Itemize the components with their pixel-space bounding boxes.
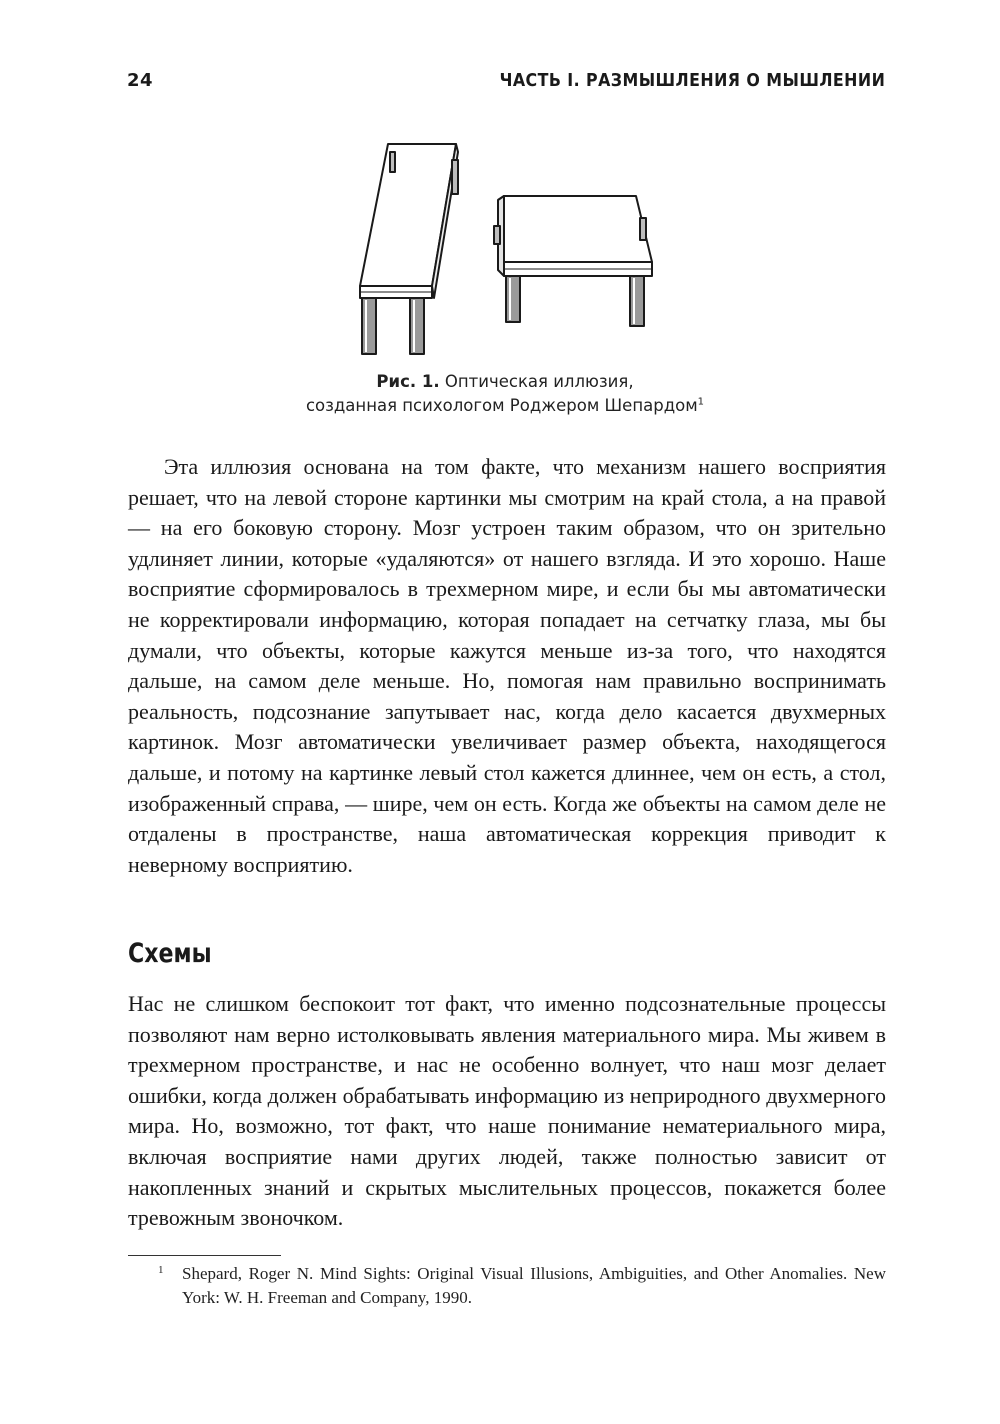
footnote-reference: 1 — [697, 396, 705, 408]
caption-text-2: созданная психологом Роджером Шепардом — [305, 396, 698, 415]
caption-text-1: Оптическая иллюзия, — [444, 372, 634, 391]
footnote-number: 1 — [158, 1264, 164, 1276]
paragraph-2: Нас не слишком беспокоит тот факт, что именно подсознательные процессы позволяют нам верно истолковывать явления материального мира. Мы живем в трехмерном пространстве, и нас не особенно волнует, что наш мозг делает ошибки, когда должен обрабатывать информацию из неприродного двухмерного мира. Но, возможно, тот факт, что наше понимание нематериального мира, включая восприятие нами других людей, также полностью зависит от накопленных знаний и скрытых мыслительных процессов, покажется более тревожным звоночком. — [128, 991, 886, 1231]
figure-caption — [200, 370, 810, 418]
caption-line-2 — [200, 394, 810, 418]
section-heading: Схемы — [128, 938, 212, 969]
shepard-tables-illustration — [340, 138, 670, 368]
paragraph-1: Эта иллюзия основана на том факте, что механизм нашего восприятия решает, что на левой стороне картинки мы смотрим на край стола, а на правой — на его боковую сторону. Мозг устроен таким образом, что он зрительно удлиняет линии, которые «удаляются» от нашего взгляда. И это хорошо. Наше восприятие сформировалось в трехмерном мире, и если бы мы автоматически не корректировали информацию, которая попадает на сетчатку глаза, мы бы думали, что объекты, которые кажутся меньше из-за того, что находятся дальше, на самом деле меньше. Но, помогая нам правильно воспринимать реальность, подсознание запутывает нас, когда дело касается двухмерных картинок. Мозг автоматически увеличивает размер объекта, находящегося дальше, и потому на картинке левый стол кажется длиннее, чем он есть, а стол, изображенный справа, — шире, чем он есть. Когда же объекты на самом деле не отдалены в пространстве, наша автоматическая коррекция приводит к неверному восприятию. — [128, 454, 886, 877]
right-table-drawing — [494, 196, 652, 326]
footnote — [128, 1262, 886, 1310]
body-text-1 — [128, 452, 886, 880]
body-text-2 — [128, 989, 886, 1234]
footnote-divider — [128, 1255, 281, 1256]
figure-label: Рис. 1. — [376, 372, 440, 391]
caption-line-1 — [200, 370, 810, 394]
left-table-drawing — [360, 144, 458, 354]
page-number: 24 — [127, 70, 154, 91]
running-header — [127, 70, 885, 100]
part-title: ЧАСТЬ I. РАЗМЫШЛЕНИЯ О МЫШЛЕНИИ — [499, 70, 885, 91]
footnote-text: Shepard, Roger N. Mind Sights: Original Visual Illusions, Ambiguities, and Other Anomalies. New York: W. H. Freeman and Company, 1990. — [182, 1264, 886, 1307]
